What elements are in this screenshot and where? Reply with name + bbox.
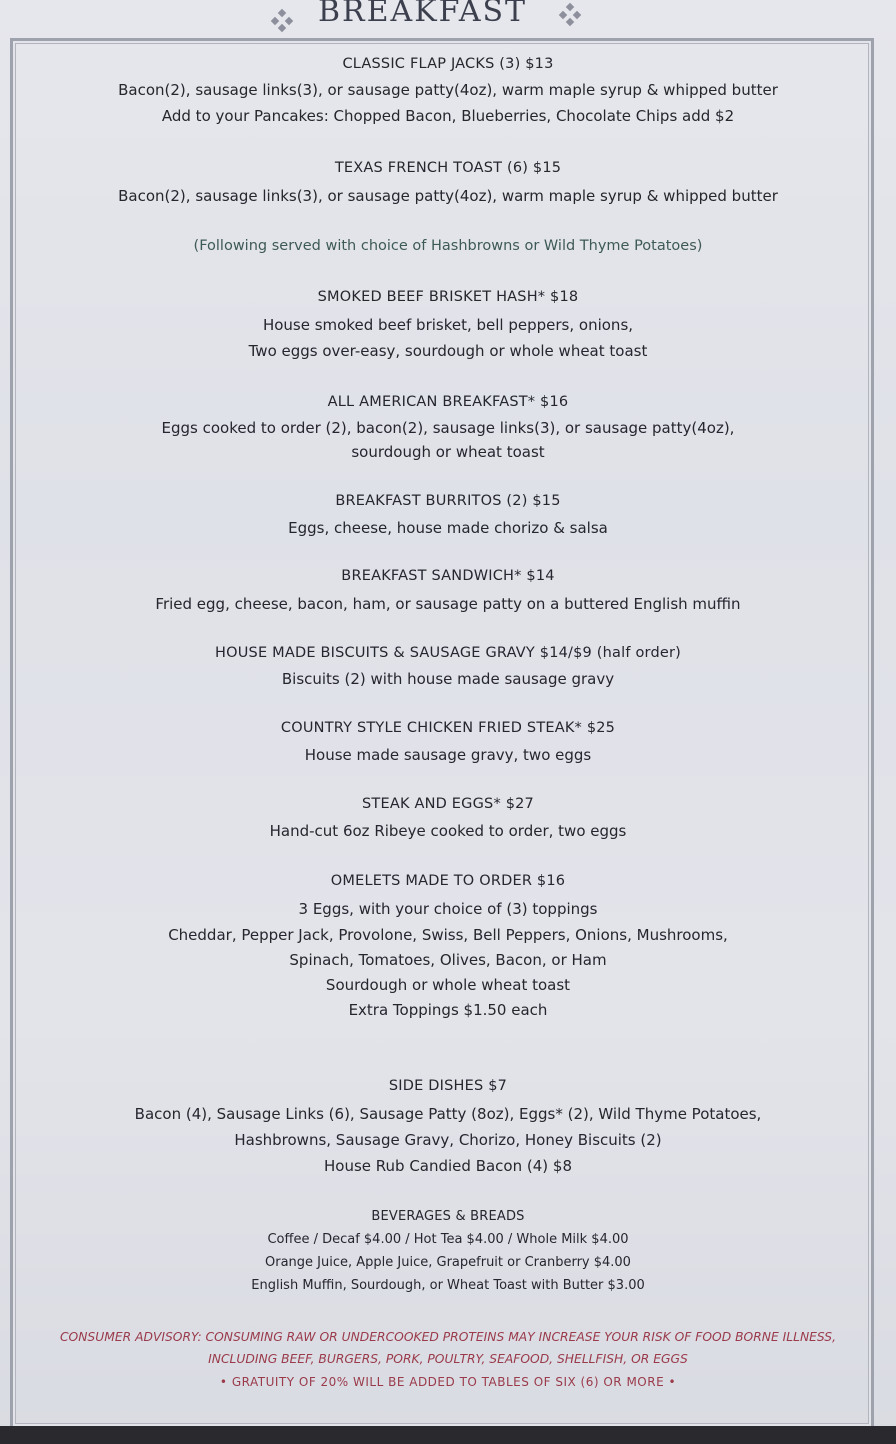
item-description: Orange Juice, Apple Juice, Grapefruit or Cranberry $4.00	[265, 1255, 631, 1270]
consumer-advisory: INCLUDING BEEF, BURGERS, PORK, POULTRY, SEAFOOD, SHELLFISH, OR EGGS	[208, 1352, 688, 1366]
item-description: House smoked beef brisket, bell peppers, onions,	[262, 316, 634, 334]
item-description: Cheddar, Pepper Jack, Provolone, Swiss, Bell Peppers, Onions, Mushrooms,	[168, 926, 728, 944]
item-description: Coffee / Decaf $4.00 / Hot Tea $4.00 / Whole Milk $4.00	[267, 1232, 629, 1247]
item-description: Extra Toppings $1.50 each	[348, 1001, 548, 1019]
item-description: Sourdough or whole wheat toast	[325, 976, 571, 994]
item-description: House made sausage gravy, two eggs	[304, 746, 592, 764]
item-description: 3 Eggs, with your choice of (3) toppings	[298, 900, 598, 918]
item-description: Bacon(2), sausage links(3), or sausage patty(4oz), warm maple syrup & whipped butter	[118, 187, 778, 205]
diamond-ornament-icon	[268, 8, 296, 36]
item-description: Spinach, Tomatoes, Olives, Bacon, or Ham	[289, 951, 607, 969]
item-description: Eggs, cheese, house made chorizo & salsa	[288, 519, 608, 537]
item-description: sourdough or wheat toast	[351, 443, 545, 461]
item-description: Eggs cooked to order (2), bacon(2), sausage links(3), or sausage patty(4oz),	[161, 419, 735, 437]
item-title: HOUSE MADE BISCUITS & SAUSAGE GRAVY $14/$9 (half order)	[215, 645, 681, 661]
item-description: Bacon (4), Sausage Links (6), Sausage Patty (8oz), Eggs* (2), Wild Thyme Potatoes,	[134, 1105, 762, 1123]
served-with-note: (Following served with choice of Hashbrowns or Wild Thyme Potatoes)	[193, 238, 703, 254]
menu-header	[0, 0, 896, 40]
item-description: English Muffin, Sourdough, or Wheat Toast with Butter $3.00	[251, 1278, 645, 1293]
item-title: ALL AMERICAN BREAKFAST* $16	[327, 394, 569, 410]
item-description: Hand-cut 6oz Ribeye cooked to order, two eggs	[269, 822, 627, 840]
item-description: Hashbrowns, Sausage Gravy, Chorizo, Honey Biscuits (2)	[234, 1131, 662, 1149]
item-description: Add to your Pancakes: Chopped Bacon, Blueberries, Chocolate Chips add $2	[161, 107, 735, 125]
item-description: Two eggs over-easy, sourdough or whole wheat toast	[248, 342, 648, 360]
item-title: CLASSIC FLAP JACKS (3) $13	[342, 56, 554, 72]
diamond-ornament-icon	[556, 2, 584, 30]
item-title: TEXAS FRENCH TOAST (6) $15	[334, 160, 562, 176]
consumer-advisory: CONSUMER ADVISORY: CONSUMING RAW OR UNDERCOOKED PROTEINS MAY INCREASE YOUR RISK OF FOOD BORNE ILLNESS,	[59, 1330, 837, 1344]
item-title: SIDE DISHES $7	[388, 1078, 508, 1094]
item-title: OMELETS MADE TO ORDER $16	[330, 873, 566, 889]
item-title: BEVERAGES & BREADS	[371, 1209, 525, 1224]
gratuity-notice: • GRATUITY OF 20% WILL BE ADDED TO TABLES OF SIX (6) OR MORE •	[219, 1375, 677, 1389]
item-description: House Rub Candied Bacon (4) $8	[324, 1157, 572, 1175]
table-edge	[0, 1426, 896, 1444]
item-description: Fried egg, cheese, bacon, ham, or sausage patty on a buttered English muffin	[155, 595, 741, 613]
item-title: COUNTRY STYLE CHICKEN FRIED STEAK* $25	[280, 720, 616, 736]
menu-title: BREAKFAST	[318, 0, 528, 29]
item-title: SMOKED BEEF BRISKET HASH* $18	[317, 289, 579, 305]
item-title: BREAKFAST SANDWICH* $14	[341, 568, 555, 584]
item-title: STEAK AND EGGS* $27	[362, 796, 534, 812]
item-description: Bacon(2), sausage links(3), or sausage patty(4oz), warm maple syrup & whipped butter	[118, 81, 778, 99]
item-description: Biscuits (2) with house made sausage gravy	[281, 670, 615, 688]
item-title: BREAKFAST BURRITOS (2) $15	[335, 493, 561, 509]
